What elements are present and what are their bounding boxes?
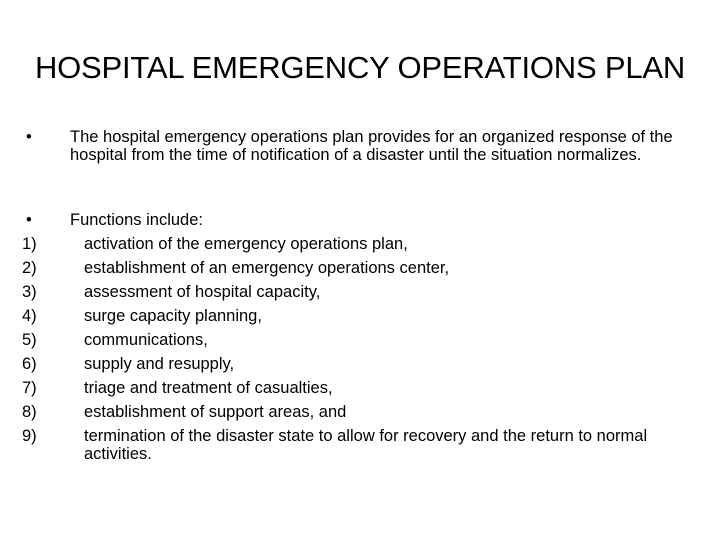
list-number: 7) [22,379,37,397]
functions-heading: Functions include: [70,211,203,229]
list-text: surge capacity planning, [84,307,262,325]
list-number: 2) [22,259,37,277]
intro-bullet [22,128,682,164]
list-item [22,379,682,397]
list-text: establishment of support areas, and [84,403,347,421]
bullet-item [22,128,682,164]
list-item [22,355,682,373]
list-number: 6) [22,355,37,373]
bullet-marker: • [26,128,32,146]
list-text: assessment of hospital capacity, [84,283,321,301]
list-number: 9) [22,427,37,445]
list-text: activation of the emergency operations plan, [84,235,408,253]
list-item [22,307,682,325]
slide-title: HOSPITAL EMERGENCY OPERATIONS PLAN [34,50,686,85]
list-item [22,283,682,301]
list-text: triage and treatment of casualties, [84,379,333,397]
list-number: 3) [22,283,37,301]
list-item [22,427,682,463]
list-item [22,235,682,253]
bullet-marker: • [26,211,32,229]
list-item [22,331,682,349]
list-item [22,403,682,421]
bullet-text: The hospital emergency operations plan provides for an organized response of the hospital from the time of notification of a disaster until the situation normalizes. [70,128,673,164]
functions-list [22,211,682,469]
list-number: 8) [22,403,37,421]
bullet-item [22,211,682,229]
list-item [22,259,682,277]
list-text: termination of the disaster state to allow for recovery and the return to normal activities. [84,427,648,463]
list-number: 5) [22,331,37,349]
list-number: 1) [22,235,37,253]
list-text: communications, [84,331,208,349]
list-number: 4) [22,307,37,325]
list-text: supply and resupply, [84,355,235,373]
list-text: establishment of an emergency operations center, [84,259,450,277]
